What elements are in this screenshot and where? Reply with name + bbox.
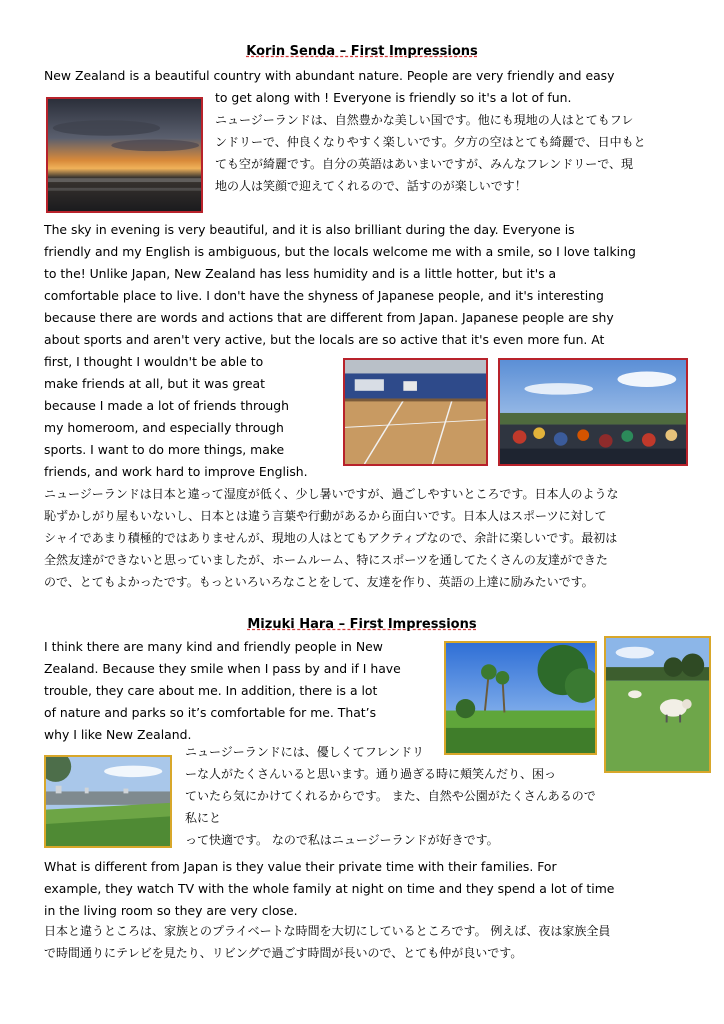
s2-jp1-line: ていたら気にかけてくれるからです。 また、自然や公園がたくさんあるので私にと	[185, 789, 596, 825]
s1-jp1-line: ンドリーで、仲良くなりやすく楽しいです。夕方の空はとても綺麗で、日中もと	[215, 135, 646, 149]
s2-en1-line: of nature and parks so it’s comfortable for me. That’s	[44, 705, 377, 720]
s1-jp2-line: 全然友達ができないと思っていましたが、ホームルーム、特にスポーツを通してたくさんの友達ができた	[44, 553, 608, 567]
s2-jp2-line: で時間通りにテレビを見たり、リビングで過ごす時間が長いので、とても仲が良いです。	[44, 946, 523, 960]
s2-en2-line: example, they watch TV with the whole family at night on time and they spend a lot of time	[44, 881, 615, 896]
s1-en2-line: comfortable place to live. I don't have the shyness of Japanese people, and it's interesting	[44, 288, 604, 303]
s1-english-friends	[44, 351, 344, 483]
s1-jp1-line: 地の人は笑顔で迎えてくれるので、話すのが楽しいです！	[215, 179, 527, 193]
s2-en1-line: I think there are many kind and friendly people in New	[44, 639, 383, 654]
s1-japanese-body	[44, 483, 704, 593]
s2-english-intro	[44, 636, 444, 746]
s1-en2-line: to the! Unlike Japan, New Zealand has less humidity and is a little hotter, but it's a	[44, 266, 557, 281]
crowd-photo	[498, 358, 688, 466]
s1-intro-line2: to get along with ! Everyone is friendly so it's a lot of fun.	[215, 90, 572, 105]
s1-intro-line1: New Zealand is a beautiful country with abundant nature. People are very friendly and easy	[44, 68, 615, 83]
s1-en3-line: because I made a lot of friends through	[44, 398, 289, 413]
s1-jp2-line: 恥ずかしがり屋もいないし、日本とは違う言葉や行動があるから面白いです。日本人はスポーツに対して	[44, 509, 607, 523]
s2-en1-line: trouble, they care about me. In addition, there is a lot	[44, 683, 378, 698]
s1-jp1-line: ても空が綺麗です。自分の英語はあいまいですが、みんなフレンドリーで、現	[215, 157, 634, 171]
s1-en3-line: make friends at all, but it was great	[44, 376, 265, 391]
park-palms-photo	[444, 641, 597, 755]
s2-jp1-line: ーな人がたくさんいると思います。通り過ぎる時に頬笑んだり、困っ	[185, 767, 557, 781]
section1-heading: Korin Senda – First Impressions	[246, 44, 478, 59]
s1-en2-line: about sports and aren't very active, but the locals are so active that it's even more fun. At	[44, 332, 605, 347]
s1-en3-line: first, I thought I wouldn't be able to	[44, 354, 264, 369]
section2-heading: Mizuki Hara – First Impressions	[247, 617, 477, 632]
s2-japanese-intro	[185, 741, 605, 851]
city-view-photo	[44, 755, 172, 848]
s2-jp1-line: ニュージーランドには、優しくてフレンドリ	[185, 745, 424, 759]
s1-en2-line: because there are words and actions that are different from Japan. Japanese people are shy	[44, 310, 614, 325]
s1-en3-line: sports. I want to do more things, make	[44, 442, 285, 457]
s1-jp1-line: ニュージーランドは、自然豊かな美しい国です。他にも現地の人はとてもフレ	[215, 113, 634, 127]
sunset-photo	[46, 97, 203, 213]
s1-english-body	[44, 219, 704, 351]
sheep-photo	[604, 636, 711, 773]
s2-en1-line: why I like New Zealand.	[44, 727, 192, 742]
gym-photo	[343, 358, 488, 466]
s2-jp2-line: 日本と違うところは、家族とのプライベートな時間を大切にしているところです。 例えば、夜は家族全員	[44, 924, 611, 938]
s1-en2-line: The sky in evening is very beautiful, and it is also brilliant during the day. Everyone is	[44, 222, 575, 237]
s1-en2-line: friendly and my English is ambiguous, but the locals welcome me with a smile, so I love talking	[44, 244, 636, 259]
s2-en2-line: What is different from Japan is they value their private time with their families. For	[44, 859, 557, 874]
s1-jp2-line: ニュージーランドは日本と違って湿度が低く、少し暑いですが、過ごしやすいところです。日本人のような	[44, 487, 619, 501]
s2-en2-line: in the living room so they are very close.	[44, 903, 298, 918]
s2-jp1-line: って快適です。 なので私はニュージーランドが好きです。	[185, 833, 499, 847]
s1-en3-line: my homeroom, and especially through	[44, 420, 284, 435]
s1-japanese-intro	[215, 109, 695, 197]
s1-jp2-line: シャイであまり積極的ではありませんが、現地の人はとてもアクティブなので、余計に楽しいです。最初は	[44, 531, 618, 545]
s1-en3-line: friends, and work hard to improve English.	[44, 464, 308, 479]
s2-en1-line: Zealand. Because they smile when I pass by and if I have	[44, 661, 401, 676]
s1-jp2-line: ので、とてもよかったです。もっといろいろなことをして、友達を作り、英語の上達に励みたいです。	[44, 575, 594, 589]
s2-japanese-body	[44, 920, 704, 964]
s2-english-body	[44, 856, 704, 922]
